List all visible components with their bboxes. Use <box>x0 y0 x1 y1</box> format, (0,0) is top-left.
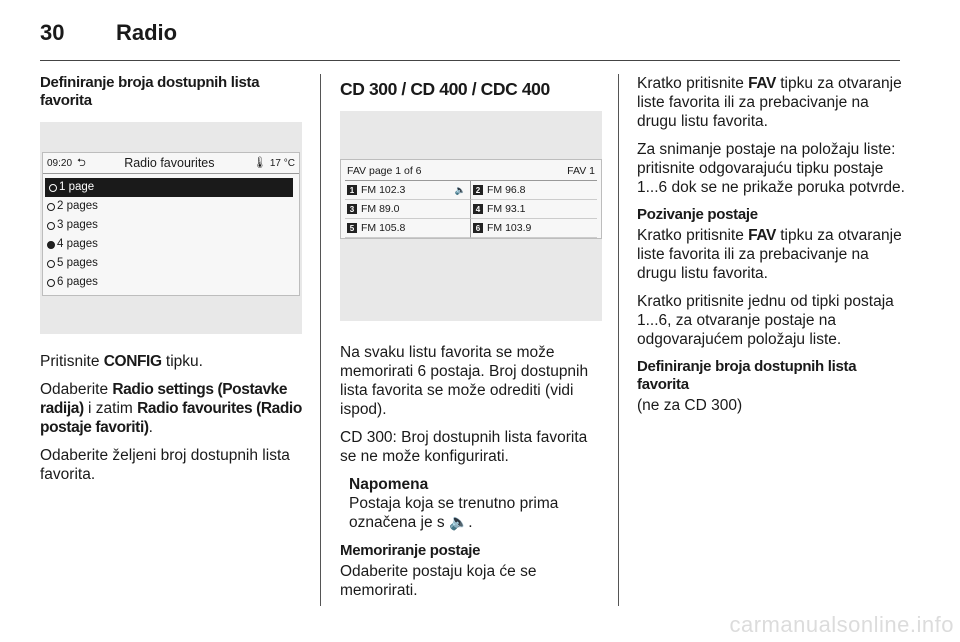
radio-icon <box>47 222 55 230</box>
header-rule <box>40 60 900 61</box>
preset-grid <box>345 180 597 238</box>
paragraph-cd300: CD 300: Broj dostupnih lista favorita se ne može konfigurirati. <box>340 429 588 465</box>
column-3 <box>637 74 907 424</box>
temperature: 17 °C <box>269 157 295 169</box>
preset-2[interactable]: 2 FM 96.8 <box>471 181 597 200</box>
preset-1[interactable]: 1 FM 102.3 🔈 <box>345 181 471 200</box>
note-text: Postaja koja se trenutno prima označena je s 🔈. <box>349 495 559 531</box>
column-divider-1 <box>320 74 321 606</box>
section-title: CD 300 / CD 400 / CDC 400 <box>340 79 550 99</box>
subhead-favourites-count: Definiranje broja dostupnih lista favorita <box>637 358 857 393</box>
option-1-page[interactable]: 1 page <box>45 178 293 197</box>
page-number: 30 <box>40 20 65 45</box>
note-box <box>340 475 602 532</box>
option-4-pages[interactable]: 4 pages <box>43 235 299 254</box>
radio-favourites-screen <box>40 122 302 334</box>
radio-checked-icon <box>47 241 55 249</box>
lcd-status-bar <box>43 153 299 174</box>
thermometer-icon: 🌡 <box>252 156 267 169</box>
option-6-pages[interactable]: 6 pages <box>43 273 299 292</box>
lcd-display <box>42 152 300 296</box>
note-title: Napomena <box>349 476 429 493</box>
paragraph-select-station: Odaberite postaju koja će se memorirati. <box>340 563 537 599</box>
column-2 <box>340 74 602 609</box>
paragraph-fav-open: Kratko pritisnite FAV tipku za otvaranje liste favorita ili za prebacivanje na drugu listu favorita. <box>637 75 902 130</box>
fav-page-screen <box>340 111 602 321</box>
clock: 09:20 <box>47 157 73 169</box>
paragraph-config: Pritisnite CONFIG tipku. <box>40 353 203 370</box>
subhead-recall-station: Pozivanje postaje <box>637 206 758 223</box>
paragraph-not-cd300: (ne za CD 300) <box>637 397 743 414</box>
paragraph-press-preset: Kratko pritisnite jednu od tipki postaja 1...6, za otvaranje postaje na odgovarajućem položaju liste. <box>637 293 894 348</box>
back-icon: ⮌ <box>77 156 86 169</box>
lcd-display <box>340 159 602 239</box>
subhead-store-station: Memoriranje postaje <box>340 542 481 559</box>
preset-5[interactable]: 5 FM 105.8 <box>345 219 471 238</box>
paragraph-presets: Na svaku listu favorita se može memorirati 6 postaja. Broj dostupnih lista favorita se može odrediti (vidi ispod). <box>340 344 589 418</box>
preset-3[interactable]: 3 FM 89.0 <box>345 200 471 219</box>
heading-favourites-count: Definiranje broja dostupnih lista favorita <box>40 74 260 109</box>
radio-icon <box>47 260 55 268</box>
fav-page-label: FAV page 1 of 6 <box>347 165 422 177</box>
page-title: Radio <box>116 20 178 45</box>
preset-4[interactable]: 4 FM 93.1 <box>471 200 597 219</box>
option-3-pages[interactable]: 3 pages <box>43 216 299 235</box>
radio-icon <box>49 184 57 192</box>
speaker-icon: 🔈 <box>454 184 466 195</box>
page-header <box>40 18 177 48</box>
column-1 <box>40 74 302 493</box>
paragraph-select-count: Odaberite željeni broj dostupnih lista favorita. <box>40 447 290 483</box>
paragraph-fav-open-2: Kratko pritisnite FAV tipku za otvaranje liste favorita ili za prebacivanje na drugu listu favorita. <box>637 227 902 282</box>
radio-icon <box>47 279 55 287</box>
lcd-status-bar <box>341 160 601 178</box>
column-divider-2 <box>618 74 619 606</box>
option-5-pages[interactable]: 5 pages <box>43 254 299 273</box>
option-2-pages[interactable]: 2 pages <box>43 197 299 216</box>
fav-list-label: FAV 1 <box>567 165 595 177</box>
preset-6[interactable]: 6 FM 103.9 <box>471 219 597 238</box>
paragraph-select-settings: Odaberite Radio settings (Postavke radija) i zatim Radio favourites (Radio postaje favoriti). <box>40 381 302 436</box>
radio-icon <box>47 203 55 211</box>
screen-title: Radio favourites <box>124 155 215 170</box>
watermark: carmanualsonline.info <box>729 612 954 637</box>
paragraph-store-position: Za snimanje postaje na položaju liste: pritisnite odgovarajuću tipku postaje 1...6 dok se ne prikaže poruka potvrde. <box>637 141 905 196</box>
